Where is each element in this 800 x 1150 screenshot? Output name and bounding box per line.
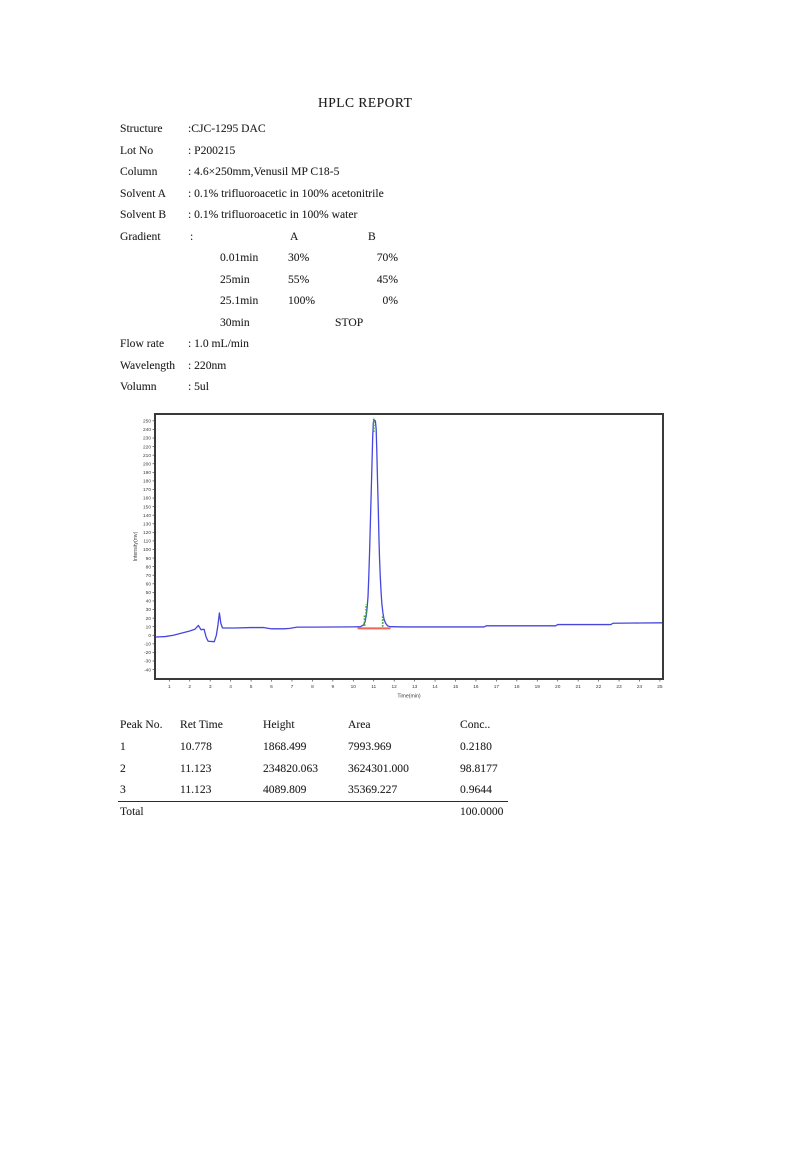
structure-label: Structure [120,122,163,135]
y-tick-label: -10 [144,642,151,648]
table-cell: 0.2180 [460,740,492,753]
chromatogram-chart [128,410,673,702]
x-tick-label: 19 [534,685,540,690]
table-total-row [120,805,540,827]
y-tick-label: 190 [142,471,151,477]
x-tick-label: 3 [208,685,212,690]
flow-rate-value: : 1.0 mL/min [188,337,249,350]
gradient-row-stop [120,316,440,338]
gradient-label: Gradient [120,230,161,243]
y-tick-label: 200 [142,462,151,468]
y-tick-label: 130 [142,522,151,528]
structure-value: :CJC-1295 DAC [188,122,266,135]
x-tick-label: 8 [311,685,314,690]
gradient-b-value: 0% [382,294,398,307]
solvent-a-label: Solvent A [120,186,167,200]
chromatogram-line [156,420,663,642]
table-cell: 2 [120,761,126,775]
x-tick-label: 20 [555,685,561,690]
info-row-wavelength [120,359,249,381]
x-tick-label: 2 [188,685,192,690]
x-tick-label: 11 [371,685,377,690]
y-tick-label: 100 [142,548,151,554]
x-tick-label: 13 [411,685,418,690]
gradient-time: 30min [220,315,250,329]
y-tick-label: 60 [145,582,151,588]
y-tick-label: 50 [145,591,151,597]
x-tick-label: 17 [493,685,500,690]
run-conditions-block [120,337,249,402]
table-cell: 3624301.000 [348,761,409,775]
y-tick-label: 150 [142,505,151,511]
table-row [120,783,540,805]
gradient-time: 25min [220,272,250,286]
x-tick-label: 24 [636,685,643,690]
y-tick-label: 230 [142,436,151,442]
volumn-label: Volumn [120,380,157,393]
y-tick-label: -30 [144,659,151,665]
x-tick-label: 7 [290,685,294,690]
solvent-b-label: Solvent B [120,208,167,221]
wavelength-value: : 220nm [188,358,227,372]
info-row-volumn [120,380,249,402]
table-cell: 3 [120,783,126,796]
flow-rate-label: Flow rate [120,337,165,350]
table-cell: 35369.227 [348,783,398,796]
x-tick-label: 15 [452,685,459,690]
table-cell: 7993.969 [348,740,392,753]
x-tick-label: 16 [473,685,479,690]
y-tick-label: 30 [145,608,151,614]
x-tick-label: 22 [595,685,602,690]
y-tick-label: 160 [142,496,151,502]
y-tick-label: 20 [145,616,151,622]
table-cell: 10.778 [180,740,212,753]
y-tick-label: 140 [142,513,151,519]
peak-results-table [120,718,540,828]
column-header: Area [348,718,371,731]
y-tick-label: 0 [148,633,151,639]
table-cell: 0.9644 [460,783,492,796]
y-tick-label: 240 [142,428,151,434]
y-tick-label: -20 [144,651,151,657]
x-tick-label: 14 [432,685,438,690]
x-tick-label: 10 [350,685,356,690]
gradient-colon: : [190,230,194,243]
gradient-time: 0.01min [220,251,259,264]
sample-info-block [120,122,384,230]
volumn-value: : 5ul [188,380,209,393]
x-tick-label: 25 [657,685,663,690]
total-label: Total [120,805,144,818]
gradient-a-value: 30% [288,251,310,264]
x-tick-label: 9 [331,685,335,690]
gradient-table [120,251,440,337]
wavelength-label: Wavelength [120,358,176,372]
table-cell: 11.123 [180,761,212,775]
y-tick-label: 40 [145,599,151,605]
gradient-stop-value: STOP [335,315,364,329]
gradient-b-value: 45% [376,272,398,286]
info-row-solvent-b [120,208,384,230]
column-header: Ret Time [180,718,223,731]
x-tick-label: 23 [616,685,622,690]
gradient-row [120,251,440,273]
y-tick-label: -40 [144,668,151,674]
x-tick-label: 6 [270,685,273,690]
table-cell: 234820.063 [263,761,319,775]
solvent-a-value: : 0.1% trifluoroacetic in 100% acetonitrile [188,186,384,200]
page-title: HPLC REPORT [318,95,413,110]
solvent-b-value: : 0.1% trifluoroacetic in 100% water [188,208,358,221]
column-label: Column [120,165,158,178]
y-tick-label: 10 [145,625,151,631]
info-row-column [120,165,384,187]
column-value: : 4.6×250mm,Venusil MP C18-5 [188,165,340,178]
y-tick-label: 210 [142,453,151,459]
y-tick-label: 90 [145,556,151,562]
x-tick-label: 5 [249,685,253,690]
table-cell: 1 [120,740,126,753]
table-cell: 11.123 [180,783,212,796]
x-tick-label: 21 [575,685,581,690]
gradient-a-value: 55% [288,272,310,286]
x-axis-title: Time(min) [397,693,421,700]
y-tick-label: 250 [142,419,151,425]
column-header: Conc.. [460,718,491,731]
y-tick-label: 120 [142,531,151,537]
y-tick-label: 80 [145,565,151,571]
y-axis-title: Intensity(mv) [133,531,139,562]
column-header: Peak No. [120,718,163,731]
y-tick-label: 170 [142,488,151,494]
x-tick-label: 4 [229,685,232,690]
table-row [120,740,540,762]
y-tick-label: 110 [143,539,151,545]
column-header: Height [263,718,295,731]
y-tick-label: 220 [142,445,151,451]
info-row-flow-rate [120,337,249,359]
gradient-time: 25.1min [220,294,259,307]
gradient-col-a-header: A [290,230,299,243]
gradient-col-b-header: B [368,230,376,243]
plot-frame [155,414,663,679]
gradient-a-value: 100% [288,294,316,307]
table-row [120,762,540,784]
info-row-lot-no [120,144,384,166]
gradient-b-value: 70% [376,251,398,264]
total-conc-value: 100.0000 [460,805,504,818]
x-tick-label: 1 [167,685,171,690]
table-cell: 1868.499 [263,740,307,753]
table-header-row [120,718,540,740]
y-tick-label: 70 [145,573,151,579]
gradient-row [120,273,440,295]
info-row-solvent-a [120,187,384,209]
lot-no-value: : P200215 [188,143,236,157]
y-tick-label: 180 [142,479,151,485]
table-cell: 4089.809 [263,783,307,796]
chromatogram-plot [128,410,673,702]
lot-no-label: Lot No [120,143,154,157]
gradient-row [120,294,440,316]
table-cell: 98.8177 [460,761,498,775]
gradient-header-row [120,230,440,252]
x-tick-label: 18 [514,685,520,690]
x-tick-label: 12 [391,685,397,690]
info-row-structure [120,122,384,144]
